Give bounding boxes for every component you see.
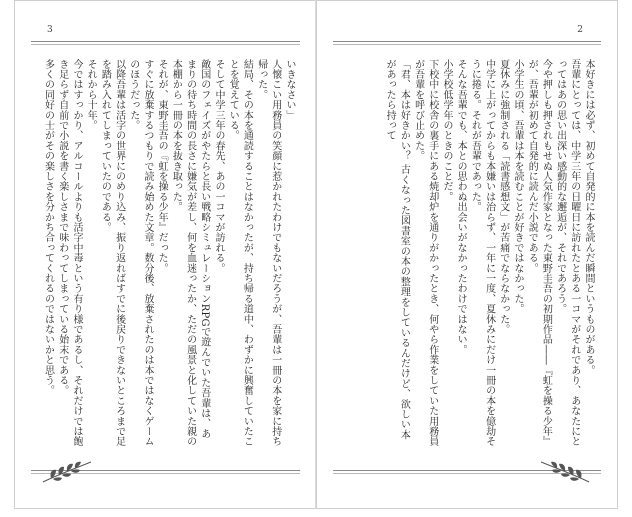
paragraph: それから十年。 [85,59,97,131]
laurel-branch-icon [41,458,93,484]
paragraph: 今ではすっかり、アルコールよりも活字中毒という有り様であるし、それだけでは飽き足らず自前で小説を書く楽しさまで味わってしまっている始末である。 [56,59,82,447]
paragraph: 小学校低学年のときのことだ。 [440,59,452,202]
page-number-left: 3 [47,25,53,35]
paragraph: 今や押しも押されもせぬ人気作家となった東野圭吾の初期作品――『虹を操る少年』が、吾輩が初めて自発的に読んだ小説である。 [526,59,552,447]
paragraph: 夏休みに強制される「読書感想文」が苦痛でならなかった。 [497,59,509,335]
laurel-branch-icon [539,458,591,484]
paragraph: 結局、その本を通読することはなかったが、持ち帰る道中、わずかに興奮していたことを覚えている。 [227,59,253,447]
paragraph: 小学生の頃、吾輩は本を読むことが好きではなかった。 [511,59,523,314]
paragraph: 以降吾輩は活字の世界にのめり込み、振り返ればすでに後戻りできないところまで足を踏み入れてしまっていたのである。 [99,59,125,447]
paragraph: そして中学三年の春先、あの一コマが訪れる。 [212,59,224,274]
top-rule-inner [333,44,601,45]
left-page-text [34,59,296,449]
paragraph: そんな吾輩でも、本との思わぬ出会いがなかったわけではない。 [455,59,467,355]
paragraph: 敵国のフェイズがやたらと長い戦略シミュレーションRPGで遊んでいた吾輩は、あまりの待ち時間の長さに嫌気が差し、何を血迷ったか、ただの風景と化していた親の本棚から一冊の本を抜き取った。 [170,59,210,447]
paragraph: いきなさい」 [284,59,295,121]
top-rule [333,41,601,42]
paragraph: 下校中に校舎の裏手にある焼却炉を通りがかったとき、何やら作業をしていた用務員が吾輩を呼び止めた。 [412,59,438,447]
paragraph: それが、東野圭吾の『虹を操る少年』だった。 [156,59,168,274]
paragraph: 吾輩にとっては、中学三年の日曜日に訪れたとある一コマがそれであり、あなたにとってはあの思い出深い感動的な邂逅が、それであろう。 [554,59,580,447]
top-rule [31,41,300,42]
paragraph: すぐに放棄するつもりで読み始めた文章。数分後、放棄されたのは本ではなくゲームのほうだった。 [127,59,153,447]
paragraph: 中学に上がってからも本嫌いは治らず、一年に一度、夏休みにだけ一冊の本を億劫そうに捲る。それが吾輩であった。 [469,59,495,447]
page-number-right: 2 [577,25,583,35]
paragraph: 多くの同好の士がその楽しさを分かち合ってくれるのではないかと思う。 [42,59,54,396]
paragraph: 本好きには必ず、初めて自発的に本を読んだ瞬間というものがある。 [583,59,594,376]
right-page-text [333,59,595,449]
right-page [316,0,618,509]
paragraph: 人懐こい用務員の笑顔に惹かれたわけでもないだろうが、吾輩は一冊の本を家に持ち帰った。 [255,59,281,447]
left-page [14,0,316,509]
paragraph: 「君、本は好きかい？ 古くなった図書室の本の整理をしているんだけど、欲しい本があったら持って [384,59,410,440]
top-rule-inner [31,44,300,45]
